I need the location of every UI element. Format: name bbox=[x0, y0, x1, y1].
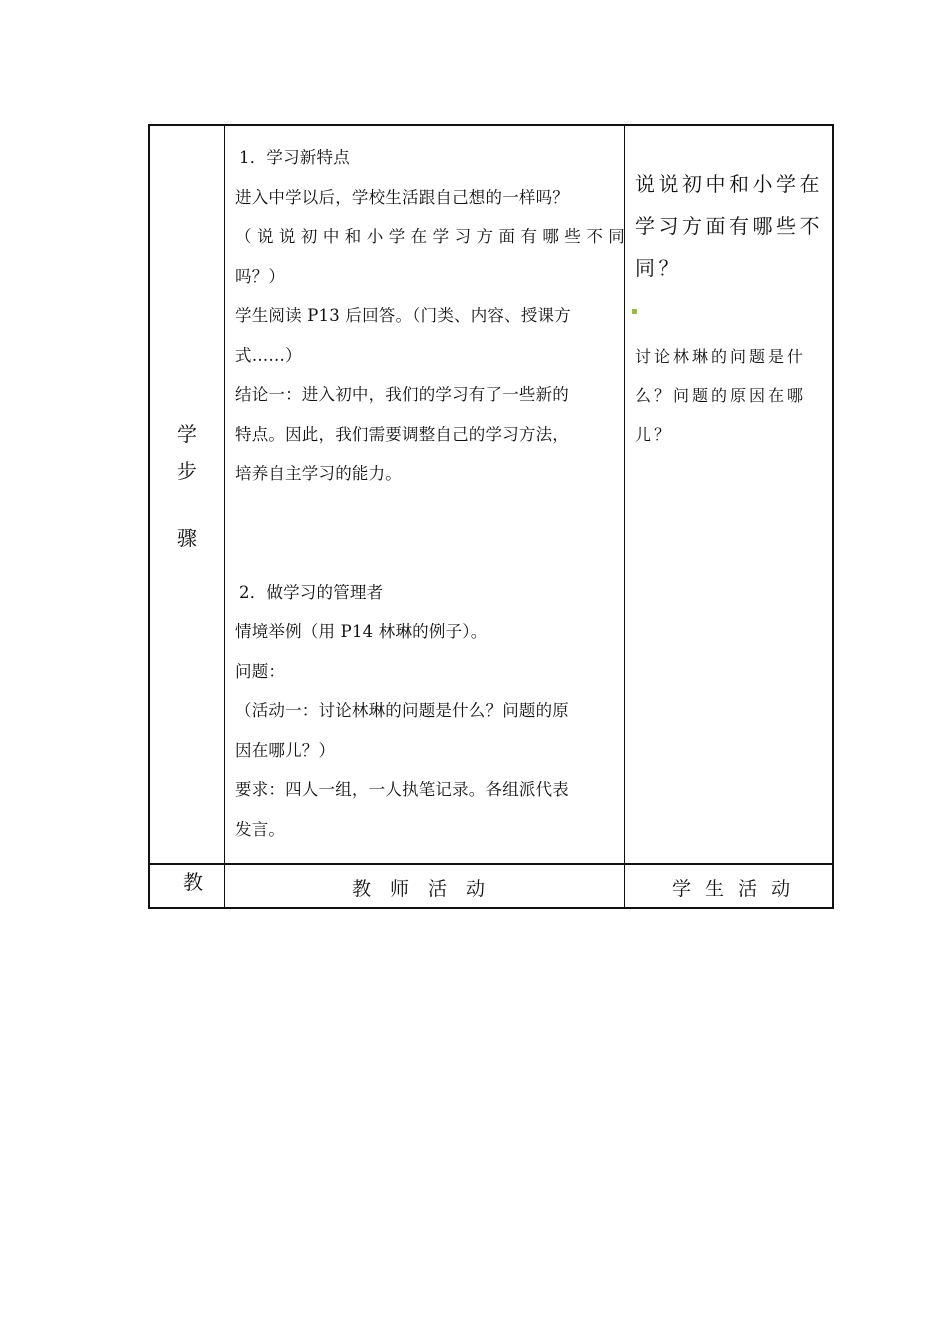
steps-char-3: 骤 bbox=[177, 526, 197, 550]
teacher-line-5: 学生阅读 P13 后回答。（门类、内容、授课方 bbox=[235, 306, 571, 325]
teacher-activity-content bbox=[235, 138, 625, 849]
teacher-line-1: 1．学习新特点 bbox=[239, 148, 350, 167]
footer-left-char: 教 bbox=[183, 870, 203, 894]
teacher-line-4: 吗？） bbox=[235, 266, 286, 286]
student-question-line-1: 说说初中和小学在 bbox=[635, 172, 823, 196]
teacher-line-2: 进入中学以后，学校生活跟自己想的一样吗？ bbox=[235, 187, 569, 207]
student-question-line-3: 同？ bbox=[635, 256, 682, 280]
student-activity-header: 学 生 活 动 bbox=[672, 878, 795, 900]
teacher-line-6: 式……） bbox=[235, 345, 302, 365]
footer-divider bbox=[150, 863, 832, 865]
teacher-line-12: 2．做学习的管理者 bbox=[239, 582, 384, 602]
teacher-line-14: 问题： bbox=[235, 661, 286, 681]
teacher-line-17: 要求：四人一组，一人执笔记录。各组派代表 bbox=[235, 780, 569, 799]
teacher-line-18: 发言。 bbox=[235, 819, 286, 839]
teacher-line-13: 情境举例（用 P14 林琳的例子）。 bbox=[235, 622, 488, 641]
student-discussion-line-3: 儿？ bbox=[635, 425, 674, 444]
teacher-line-10 bbox=[235, 494, 625, 534]
student-discussion-line-1: 讨论林琳的问题是什 bbox=[635, 347, 807, 366]
student-discussion bbox=[635, 337, 835, 454]
teacher-line-11 bbox=[235, 533, 625, 573]
steps-char-1: 学 bbox=[177, 422, 197, 446]
column-divider-1 bbox=[224, 126, 225, 907]
teacher-line-16: 因在哪儿？） bbox=[235, 740, 336, 760]
teacher-line-9: 培养自主学习的能力。 bbox=[235, 464, 402, 483]
green-mark: ▪ bbox=[631, 306, 638, 317]
teacher-line-8: 特点。因此，我们需要调整自己的学习方法， bbox=[235, 424, 569, 444]
lesson-table bbox=[148, 124, 834, 909]
teacher-line-7: 结论一：进入初中，我们的学习有了一些新的 bbox=[235, 385, 569, 404]
student-question bbox=[635, 163, 835, 289]
steps-label bbox=[150, 416, 224, 557]
steps-char-2: 步 bbox=[177, 459, 197, 483]
student-question-line-2: 学习方面有哪些不 bbox=[635, 214, 823, 238]
teacher-activity-header: 教 师 活 动 bbox=[352, 878, 486, 900]
teacher-line-3: （说说初中和小学在学习方面有哪些不同 bbox=[235, 227, 625, 246]
teacher-line-15: （活动一：讨论林琳的问题是什么？问题的原 bbox=[235, 701, 569, 720]
student-discussion-line-2: 么？问题的原因在哪 bbox=[635, 386, 807, 405]
